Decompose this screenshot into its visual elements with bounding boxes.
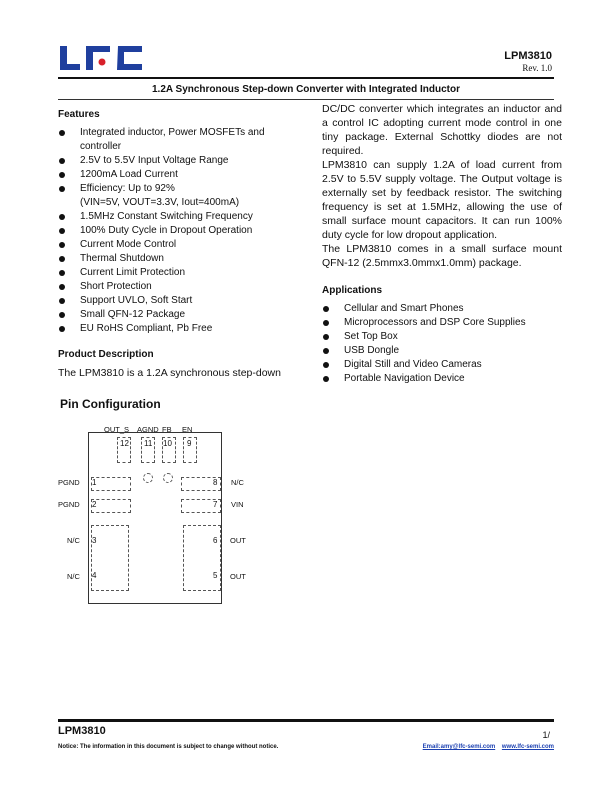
application-item: USB Dongle xyxy=(322,344,562,358)
application-item: Set Top Box xyxy=(322,330,562,344)
qfn-package-outline xyxy=(88,432,222,604)
applications-list xyxy=(322,302,562,386)
pin-number-5: 5 xyxy=(213,571,218,580)
pin-label-vin: VIN xyxy=(231,500,244,509)
website-link[interactable]: www.lfc-semi.com xyxy=(501,744,554,750)
pad-5-6 xyxy=(183,525,221,591)
header-revision: Rev. 1.0 xyxy=(522,63,552,73)
pin-label-nc-3: N/C xyxy=(67,536,80,545)
header-divider xyxy=(58,77,554,79)
footer-links xyxy=(423,744,554,750)
feature-item: Current Limit Protection xyxy=(58,266,304,280)
pin-label-nc-4: N/C xyxy=(67,572,80,581)
feature-item: Current Mode Control xyxy=(58,238,304,252)
pin-number-1: 1 xyxy=(92,478,97,487)
feature-item: 100% Duty Cycle in Dropout Operation xyxy=(58,224,304,238)
via-circle xyxy=(163,473,173,483)
feature-item: Integrated inductor, Power MOSFETs and controller xyxy=(58,126,304,154)
product-description-intro: The LPM3810 is a 1.2A synchronous step-down xyxy=(58,367,281,379)
feature-item: Short Protection xyxy=(58,280,304,294)
pin-label-pgnd-2: PGND xyxy=(58,500,80,509)
document-title: 1.2A Synchronous Step-down Converter with Integrated Inductor xyxy=(152,84,460,95)
feature-item: 2.5V to 5.5V Input Voltage Range xyxy=(58,154,304,168)
pin-number-4: 4 xyxy=(92,571,97,580)
feature-item: Support UVLO, Soft Start xyxy=(58,294,304,308)
pin-number-3: 3 xyxy=(92,536,97,545)
pad-3-4 xyxy=(91,525,129,591)
right-column xyxy=(322,102,562,386)
via-circle xyxy=(143,473,153,483)
features-list xyxy=(58,126,304,336)
pin-label-out-s: OUT_S xyxy=(104,425,130,434)
feature-item: Efficiency: Up to 92% (VIN=5V, VOUT=3.3V, Iout=400mA) xyxy=(58,182,304,210)
pin-label-fb: FB xyxy=(162,425,172,434)
pad-2 xyxy=(91,499,131,513)
pad-1 xyxy=(91,477,131,491)
pin-number-12: 12 xyxy=(120,439,129,448)
feature-item: 1.5MHz Constant Switching Frequency xyxy=(58,210,304,224)
pin-number-11: 11 xyxy=(144,439,153,448)
feature-item: Small QFN-12 Package xyxy=(58,308,304,322)
application-item: Portable Navigation Device xyxy=(322,372,562,386)
pin-label-out-6: OUT xyxy=(230,536,246,545)
feature-item: 1200mA Load Current xyxy=(58,168,304,182)
description-paragraph-1: DC/DC converter which integrates an inductor and a control IC adopting current mode control in one tiny package. External Schottky diodes are not required. xyxy=(322,103,562,157)
pin-number-6: 6 xyxy=(213,536,218,545)
footer-divider xyxy=(58,719,554,722)
product-description-heading: Product Description xyxy=(58,349,154,360)
header-part-number: LPM3810 xyxy=(504,50,552,62)
page-number: 1/ xyxy=(542,730,550,740)
pin-number-7: 7 xyxy=(213,500,218,509)
description-paragraph-3: The LPM3810 comes in a small surface mount QFN-12 (2.5mmx3.0mmx1.0mm) package. xyxy=(322,243,562,269)
description-paragraph-2: LPM3810 can supply 1.2A of load current from 2.5V to 5.5V supply voltage. The Output voltage is externally set by feedback resistor. The switching frequency is set at 1.5MHz, allowing the use of small surface mount capacitors. It can run 100% duty cycle for low dropout application. xyxy=(322,159,562,241)
applications-heading: Applications xyxy=(322,285,383,296)
pin-number-8: 8 xyxy=(213,478,218,487)
pin-label-en: EN xyxy=(182,425,193,434)
pin-number-2: 2 xyxy=(92,500,97,509)
left-column xyxy=(58,108,304,380)
application-item: Microprocessors and DSP Core Supplies xyxy=(322,316,562,330)
pin-number-10: 10 xyxy=(163,439,172,448)
application-item: Cellular and Smart Phones xyxy=(322,302,562,316)
company-logo xyxy=(58,44,144,72)
feature-item: EU RoHS Compliant, Pb Free xyxy=(58,322,304,336)
pin-number-9: 9 xyxy=(187,439,192,448)
pin-label-pgnd-1: PGND xyxy=(58,478,80,487)
title-divider xyxy=(58,99,554,100)
footer-notice: Notice: The information in this document is subject to change without notice. xyxy=(58,744,279,750)
feature-item: Thermal Shutdown xyxy=(58,252,304,266)
pin-configuration-heading: Pin Configuration xyxy=(60,397,161,411)
pin-label-out-5: OUT xyxy=(230,572,246,581)
pin-label-nc-8: N/C xyxy=(231,478,244,487)
application-item: Digital Still and Video Cameras xyxy=(322,358,562,372)
features-heading: Features xyxy=(58,109,100,120)
email-link[interactable]: Email:amy@lfc-semi.com xyxy=(422,744,496,750)
pin-label-agnd: AGND xyxy=(137,425,159,434)
footer-part-number: LPM3810 xyxy=(58,725,106,737)
